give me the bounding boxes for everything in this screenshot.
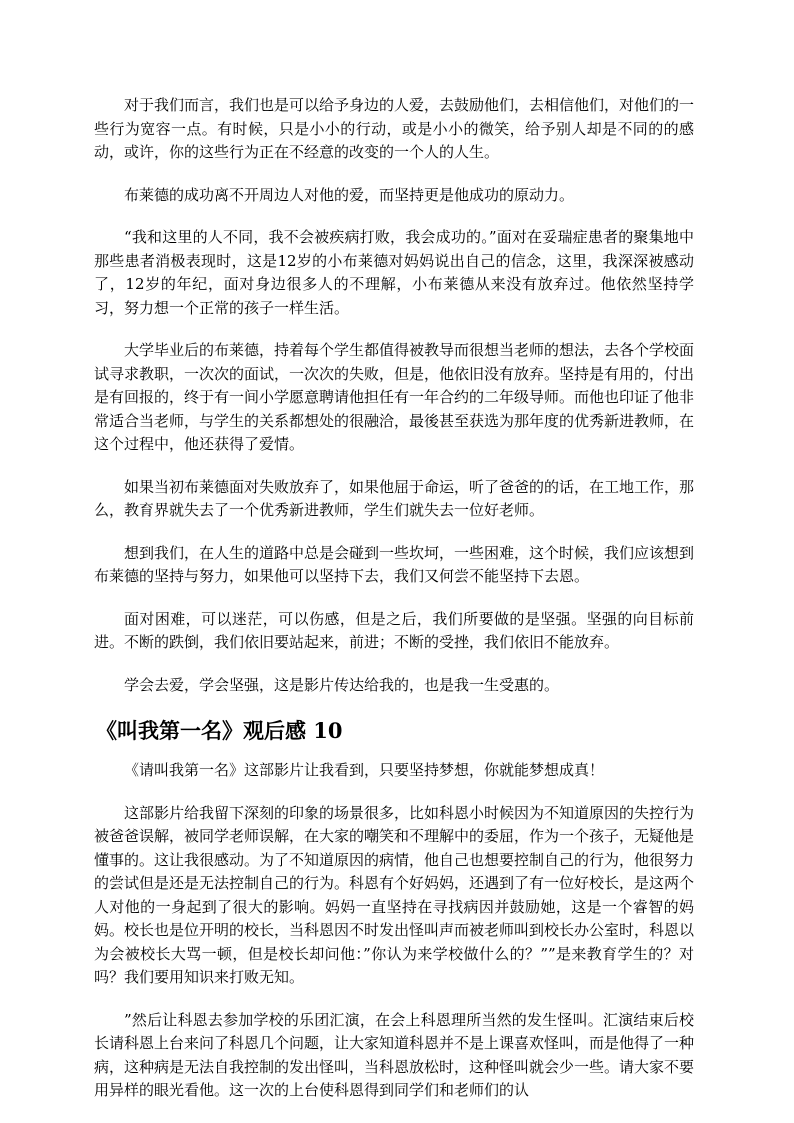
section-heading: 《叫我第一名》观后感 10	[96, 718, 343, 743]
paragraph-4: 大学毕业后的布莱德，持着每个学生都值得被教导而很想当老师的想法，去各个学校面试寻求教职，一次次的面试，一次次的失败，但是，他依旧没有放弃。坚持是有用的，付出是有回报的，终于有一间小学愿意聘请他担任有一年合约的二年级导师。而他也印证了他非常适合当老师，与学生的关系都想处的很融洽，最後甚至获选为那年度的优秀新进教师，在这个过程中，他还获得了爱情。	[94, 341, 695, 453]
paragraph-3: “我和这里的人不同，我不会被疾病打败，我会成功的。”面对在妥瑞症患者的聚集地中那些患者消极表现时，这是12岁的小布莱德对妈妈说出自己的信念，这里，我深深被感动了，12岁的年纪，面对身边很多人的不理解，小布莱德从来没有放弃过。他依然坚持学习，努力想一个正常的孩子一样生活。	[94, 228, 694, 317]
paragraph-9: 《请叫我第一名》这部影片让我看到，只要坚持梦想，你就能梦想成真！	[124, 761, 605, 779]
paragraph-8: 学会去爱，学会坚强，这是影片传达给我的，也是我一生受惠的。	[124, 675, 560, 694]
paragraph-1: 对于我们而言，我们也是可以给予身边的人爱，去鼓励他们，去相信他们，对他们的一些行为宽容一点。有时候，只是小小的行动，或是小小的微笑，给予别人却是不同的的感动，或许，你的这些行为正在不经意的改变的一个人的人生。	[94, 96, 695, 161]
paragraph-7: 面对困难，可以迷茫，可以伤感，但是之后，我们所要做的是坚强。坚强的向目标前进。不断的跌倒，我们依旧要站起来，前进；不断的受挫，我们依旧不能放弃。	[94, 609, 694, 651]
paragraph-10: 这部影片给我留下深刻的印象的场景很多，比如科恩小时候因为不知道原因的失控行为被爸爸误解，被同学老师误解，在大家的嘲笑和不理解中的委屈，作为一个孩子，无疑他是懂事的。这让我很感动。为了不知道原因的病情，他自己也想要控制自己的行为，他很努力的尝试但是还是无法控制自己的行为。科恩有个好妈妈，还遇到了有一位好校长，是这两个人对他的一身起到了很大的影响。妈妈一直坚持在寻找病因并鼓励她，这是一个睿智的妈妈。校长也是位开明的校长，当科恩因不时发出怪叫声而被老师叫到校长办公室时，科恩以为会被校长大骂一顿，但是校长却问他：”你认为来学校做什么的？””是来教育学生的？对吗？我们要用知识来打败无知。	[94, 803, 695, 986]
paragraph-6: 想到我们，在人生的道路中总是会碰到一些坎坷，一些困难，这个时候，我们应该想到布莱德的坚持与努力，如果他可以坚持下去，我们又何尝不能坚持下去恩。	[94, 543, 695, 585]
document-body	[94, 94, 694, 1122]
paragraph-2: 布莱德的成功离不开周边人对他的爱，而坚持更是他成功的原动力。	[124, 185, 575, 204]
paragraph-11: ”然后让科恩去参加学校的乐团汇演，在会上科恩理所当然的发生怪叫。汇演结束后校长请科恩上台来问了科恩几个问题，让大家知道科恩并不是上课喜欢怪叫，而是他得了一种病，这种病是无法自我控制的发出怪叫，当科恩放松时，这种怪叫就会少一些。请大家不要用异样的眼光看他。这一次的上台使科恩得到同学们和老师们的认	[94, 1010, 695, 1099]
paragraph-5: 如果当初布莱德面对失败放弃了，如果他屈于命运，听了爸爸的的话，在工地工作，那么，教育界就失去了一个优秀新进教师，学生们就失去一位好老师。	[94, 477, 695, 519]
